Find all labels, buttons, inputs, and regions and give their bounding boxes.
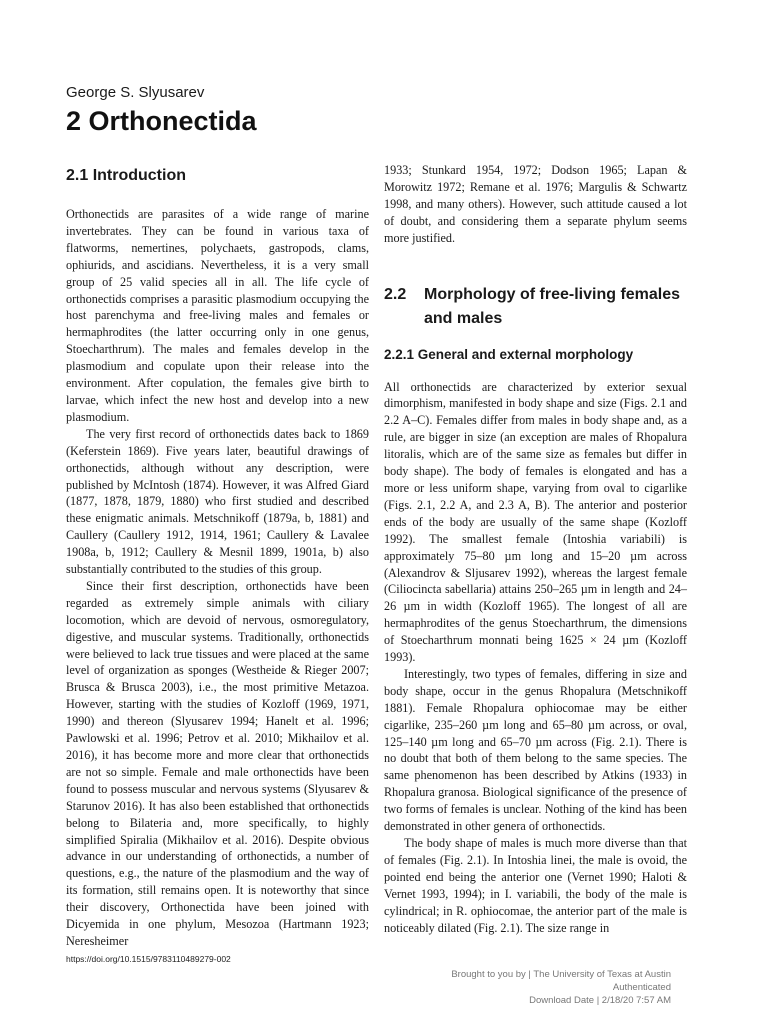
paragraph: 1933; Stunkard 1954, 1972; Dodson 1965; Lapan & Morowitz 1972; Remane et al. 1976; Margulis & Schwartz 1998, and many others). However, such attitude caused a lot of doubt, and considering them a separate phylum seems more justified.	[384, 163, 687, 245]
footer-download-date: Download Date | 2/18/20 7:57 AM	[529, 995, 671, 1006]
section-heading-introduction: 2.1 Introduction	[66, 167, 186, 184]
paragraph: The very first record of orthonectids dates back to 1869 (Keferstein 1869). Five years later, beautiful drawings of orthonectids, although without any description, were published by McIntosh (1874). However, it was Alfred Giard (1877, 1878, 1879, 1880) who first studied and described these enigmatic animals. Metschnikoff (1879a, b, 1881) and Caullery (Caullery 1912, 1914, 1961; Caullery & Lavalee 1908a, b, 1912; Caullery & Mesnil 1899, 1901a, b) also substantially contributed to the studies of this group.	[66, 426, 369, 577]
chapter-title: 2 Orthonectida	[66, 106, 257, 136]
footer-provider: Brought to you by | The University of Texas at Austin	[451, 969, 671, 980]
footer-authenticated: Authenticated	[612, 982, 671, 993]
paragraph: Interestingly, two types of females, differing in size and body shape, occur in the genus Rhopalura (Metschnikoff 1881). Female Rhopalura ophiocomae may be either cigarlike, 235–260 µm long and 65–80 µm across, or oval, 125–140 µm long and 65–70 µm across (Fig. 2.1). There is no doubt that both of them belong to the same species. The same phenomenon has been described by Atkins (1933) in Rhopalura granosa. Biological significance of the presence of two forms of females is unclear. Nothing of the kind has been demonstrated in other genera of orthonectids.	[384, 666, 687, 834]
paragraph: Orthonectids are parasites of a wide range of marine invertebrates. They can be found in various taxa of flatworms, nemertines, polychaets, gastropods, clams, ophiurids, and ascidians. Nevertheless, it is a very small group of 25 valid species all in all. The life cycle of orthonectids comprises a parasitic plasmodium occupying the host parenchyma and free-living males and females or hermaphrodites (the latter occurring only in one genus, Stoecharthrum). The males and females develop in the plasmodium and copulate upon their release into the environment. After copulation, the females give birth to larvae, which infect the new host and develop into a new plasmodium.	[66, 207, 369, 424]
access-footer	[451, 968, 671, 1007]
section-title: Morphology of free-living females and males	[424, 285, 681, 327]
subsection-heading-general-morphology: 2.2.1 General and external morphology	[384, 346, 634, 362]
right-column	[384, 162, 687, 936]
paragraph: The body shape of males is much more diverse than that of females (Fig. 2.1). In Intoshia linei, the male is ovoid, the pointed end being the anterior one (Vernet 1990; Haloti & Vernet 1993, 1994); in I. variabili, the body of the male is cylindrical; in R. ophiocomae, the anterior part of the male is noticeably dilated (Fig. 2.1). The size range in	[384, 836, 687, 935]
paragraph: All orthonectids are characterized by exterior sexual dimorphism, manifested in body shape and size (Figs. 2.1 and 2.2 A–C). Females differ from males in body shape and, as a rule, are bigger in size (an exception are males of Rhopalura litoralis, which are of the same size as females but differ in body shape). The body of females is elongated and has a more or less uniform shape, varying from oval to cigarlike (Figs. 2.1, 2.2 A, and 2.3 A, B). The anterior and posterior ends of the body are usually of the same shape (Kozloff 1992). The smallest female (Intoshia variabili) is approximately 75–80 µm long and 15–20 µm across (Alexandrov & Sljusarev 1992), whereas the largest female (Ciliocincta sabellaria) attains 250–265 µm in length and 24–26 µm in width (Kozloff 1965). The longest of all are hermaphrodites of the genus Stoecharthrum, the dimensions of Stoecharthrum monnati being 1625 × 24 µm (Kozloff 1993).	[384, 379, 687, 665]
paragraph: Since their first description, orthonectids have been regarded as extremely simple animals with ciliary locomotion, which are devoid of nervous, osmoregulatory, digestive, and muscular systems. Traditionally, orthonectids were believed to lack true tissues and were placed at the same level of organization as sponges (Westheide & Rieger 2007; Brusca & Brusca 2003), i.e., the most primitive Metazoa. However, starting with the studies of Kozloff (1969, 1971, 1990) and thereon (Slyusarev 1994; Hanelt et al. 1996; Pawlowski et al. 1996; Petrov et al. 2010; Mikhailov et al. 2016), it has become more and more clear that orthonectids are not so simple. Female and male orthonectids have been found to possess muscular and nervous systems (Slyusarev & Starunov 2016). It has also been established that orthonectids belong to Bilateria and, more specifically, to highly simplified Spiralia (Mikhailov et al. 2016). Despite obvious advance in our understanding of orthonectids, a number of questions, e.g., the nature of the plasmodium and the way of its formation, still remains open. It is noteworthy that since their discovery, Orthonectida have been joined with Dicyemida in one phylum, Mesozoa (Hartmann 1923; Neresheimer	[66, 578, 369, 948]
section-number: 2.2	[384, 285, 407, 303]
doi-link[interactable]: https://doi.org/10.1515/9783110489279-002	[66, 954, 231, 964]
left-column	[66, 164, 369, 950]
author-name: George S. Slyusarev	[66, 84, 205, 101]
section-heading-morphology	[384, 283, 687, 331]
